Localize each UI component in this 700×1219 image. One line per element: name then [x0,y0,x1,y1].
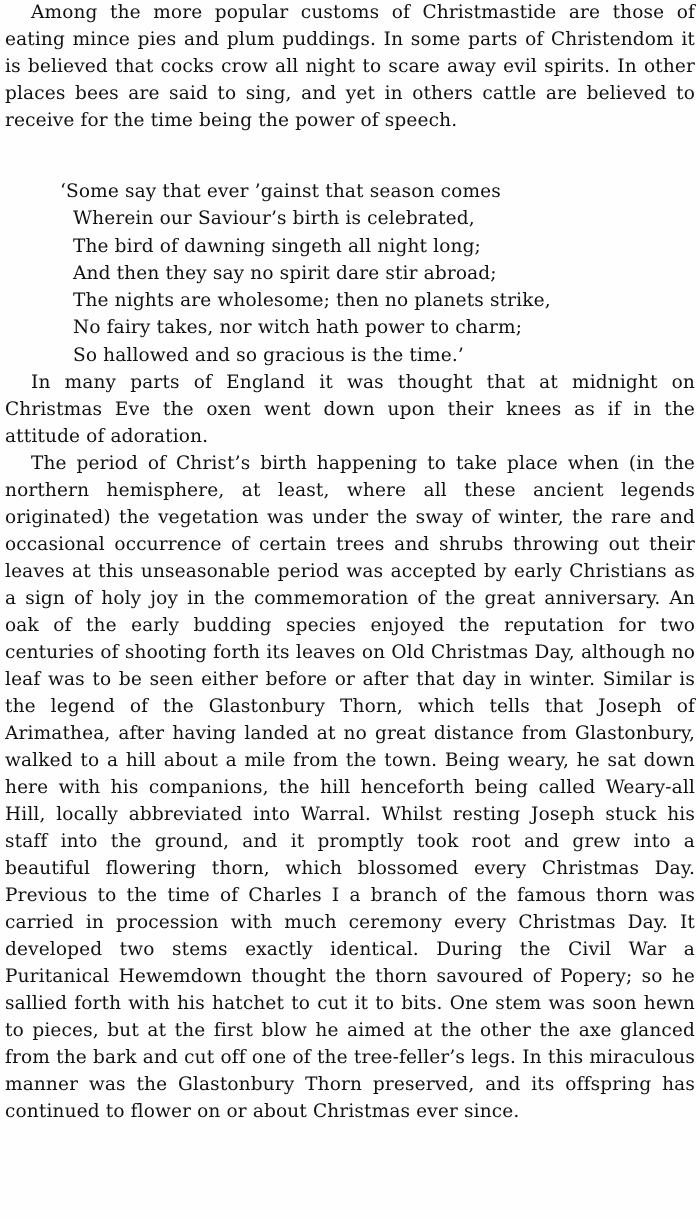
paragraph-glastonbury-thorn: The period of Christ’s birth happening to take place when (in the northern hemisphere, at least, where all these ancient legends originated) the vegetation was under the sway of winter, the rare and occasional occurrence of certain trees and shrubs throwing out their leaves at this unseasonable period was accepted by early Christians as a sign of holy joy in the commemoration of the great anniversary. An oak of the early budding species enjoyed the reputation for two centuries of shooting forth its leaves on Old Christmas Day, although no leaf was to be seen either before or after that day in winter. Similar is the legend of the Glastonbury Thorn, which tells that Joseph of Arimathea, after having landed at no great distance from Glastonbury, walked to a hill about a mile from the town. Being weary, he sat down here with his companions, the hill henceforth being called Weary-all Hill, locally abbreviated into Warral. Whilst resting Joseph stuck his staff into the ground, and it promptly took root and grew into a beautiful flowering thorn, which blossomed every Christmas Day. Previous to the time of Charles I a branch of the famous thorn was carried in procession with much ceremony every Christmas Day. It developed two stems exactly identical. During the Civil War a Puritanical Hewemdown thought the thorn savoured of Popery; so he sallied forth with his hatchet to cut it to bits. One stem was soon hewn to pieces, but at the first blow he aimed at the other the axe glanced from the bark and cut off one of the tree-feller’s legs. In this miraculous manner was the Glastonbury Thorn preserved, and its offspring has continued to flower on or about Christmas ever since. [5,453,695,1122]
poem-line: So hallowed and so gracious is the time.’ [73,344,464,366]
poem-line: The nights are wholesome; then no planets strike, [73,290,551,312]
poem-line: Wherein our Saviour’s birth is celebrated, [73,208,475,230]
paragraph-oxen-kneel: In many parts of England it was thought that at midnight on Christmas Eve the oxen went down upon their knees as if in the attitude of adoration. [5,372,695,447]
poem-line: No fairy takes, nor witch hath power to charm; [73,317,523,339]
paragraph-christmas-customs: Among the more popular customs of Christmastide are those of eating mince pies and plum puddings. In some parts of Christendom it is believed that cocks crow all night to scare away evil spirits. In other places bees are said to sing, and yet in others cattle are believed to receive for the time being the power of speech. [5,2,695,131]
poem-line: And then they say no spirit dare stir abroad; [73,262,497,284]
poem-quotation [60,178,680,369]
poem-line: ‘Some say that ever ’gainst that season comes [60,181,501,202]
poem-line: The bird of dawning singeth all night long; [73,235,481,257]
